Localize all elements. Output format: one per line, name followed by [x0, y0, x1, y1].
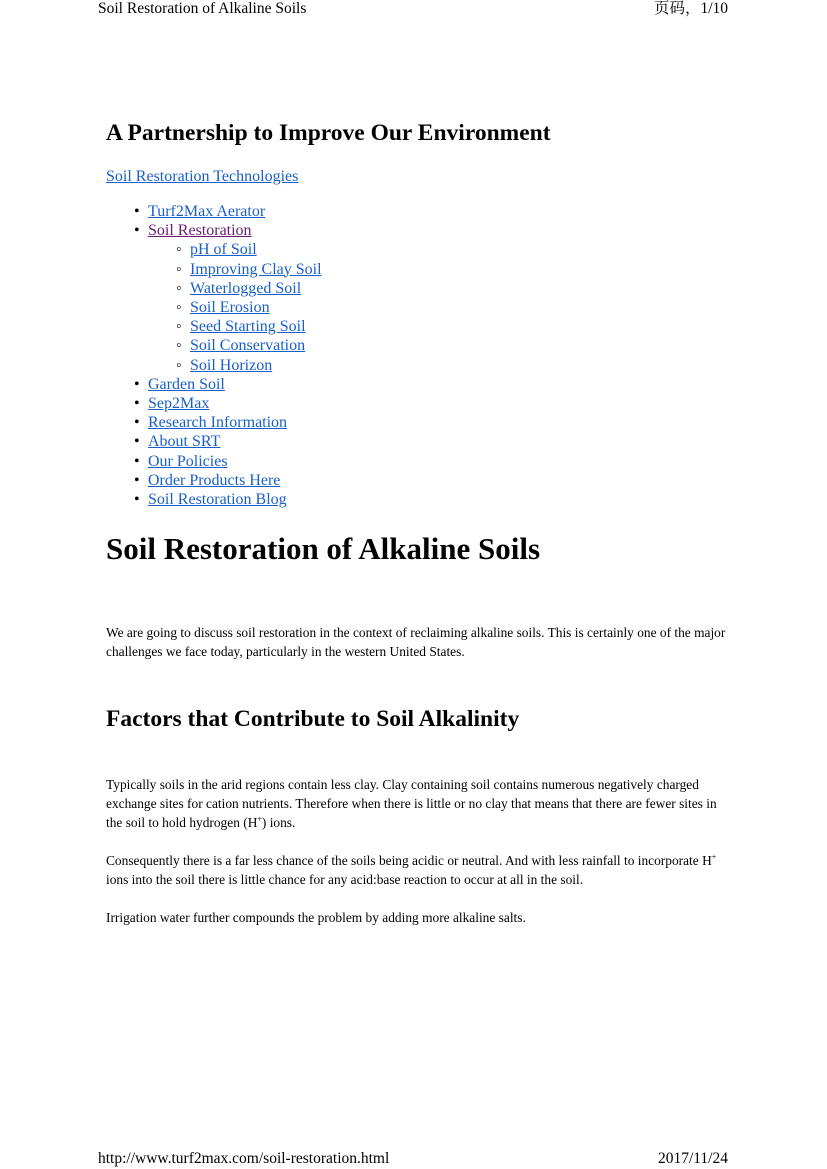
- nav-link-research-information[interactable]: Research Information: [148, 414, 288, 432]
- print-footer-date: 2017/11/24: [657, 1150, 728, 1167]
- nav-subitem: [176, 298, 726, 317]
- article-title: Soil Restoration of Alkaline Soils: [106, 531, 541, 567]
- print-header-page: 页码，1/10: [653, 0, 728, 17]
- superscript-plus: +: [711, 852, 717, 862]
- nav-list: [106, 202, 726, 509]
- nav-subitem: [176, 356, 726, 375]
- paragraph-acidity: [106, 851, 726, 889]
- paragraph-text: ) ions.: [261, 815, 296, 831]
- nav-sublist: [148, 240, 726, 374]
- nav-item: [134, 221, 726, 375]
- nav-subitem: [176, 279, 726, 298]
- print-footer-url: http://www.turf2max.com/soil-restoration.html: [98, 1150, 390, 1167]
- nav-link-soil-horizon[interactable]: Soil Horizon: [190, 356, 273, 374]
- nav-link-improving-clay-soil[interactable]: Improving Clay Soil: [190, 260, 322, 278]
- nav-subitem: [176, 240, 726, 259]
- paragraph-irrigation: Irrigation water further compounds the problem by adding more alkaline salts.: [106, 910, 526, 926]
- nav-link-sep2max[interactable]: Sep2Max: [148, 395, 210, 413]
- paragraph-text: Consequently there is a far less chance of the soils being acidic or neutral. And with less rainfall to incorporate H: [106, 853, 712, 869]
- nav-link-about-srt[interactable]: About SRT: [148, 433, 221, 451]
- nav-link-our-policies[interactable]: Our Policies: [148, 452, 228, 470]
- paragraph-clay: [106, 775, 726, 832]
- nav-item: [134, 490, 726, 509]
- print-header-title: Soil Restoration of Alkaline Soils: [98, 0, 307, 17]
- nav-link-soil-erosion[interactable]: Soil Erosion: [190, 299, 270, 317]
- nav-item: [134, 375, 726, 394]
- nav-subitem: [176, 317, 726, 336]
- paragraph-text: Typically soils in the arid regions contain less clay. Clay containing soil contains numerous negatively charged exchange sites for cation nutrients. Therefore when there is little or no clay that means that there are fewer sites in the soil to hold hydrogen (H: [106, 777, 717, 831]
- nav-item: [134, 452, 726, 471]
- nav-link-order-products[interactable]: Order Products Here: [148, 471, 281, 489]
- nav-link-soil-restoration-blog[interactable]: Soil Restoration Blog: [148, 491, 287, 509]
- section-heading: Factors that Contribute to Soil Alkalinity: [106, 706, 520, 733]
- nav-item: [134, 471, 726, 490]
- nav-link-turf2max-aerator[interactable]: Turf2Max Aerator: [148, 203, 266, 220]
- intro-paragraph: We are going to discuss soil restoration in the context of reclaiming alkaline soils. This is certainly one of the major challenges we face today, particularly in the western United States.: [106, 625, 726, 660]
- nav-subitem: [176, 260, 726, 279]
- nav-link-soil-conservation[interactable]: Soil Conservation: [190, 337, 306, 355]
- nav-item: [134, 413, 726, 432]
- nav-item: [134, 202, 726, 221]
- site-heading: A Partnership to Improve Our Environment: [106, 120, 551, 146]
- nav-item: [134, 432, 726, 451]
- nav-link-garden-soil[interactable]: Garden Soil: [148, 375, 225, 393]
- nav-link-waterlogged-soil[interactable]: Waterlogged Soil: [190, 279, 302, 297]
- nav-link-seed-starting-soil[interactable]: Seed Starting Soil: [190, 318, 306, 336]
- page-content: [106, 117, 726, 927]
- nav-item: [134, 394, 726, 413]
- superscript-plus: +: [257, 814, 262, 824]
- nav-link-soil-restoration[interactable]: Soil Restoration: [148, 222, 252, 240]
- nav-link-ph-of-soil[interactable]: pH of Soil: [190, 241, 257, 259]
- nav-subitem: [176, 336, 726, 355]
- paragraph-text: ions into the soil there is little chance for any acid:base reaction to occur at all in the soil.: [106, 872, 584, 888]
- soil-restoration-technologies-link[interactable]: Soil Restoration Technologies: [106, 168, 299, 185]
